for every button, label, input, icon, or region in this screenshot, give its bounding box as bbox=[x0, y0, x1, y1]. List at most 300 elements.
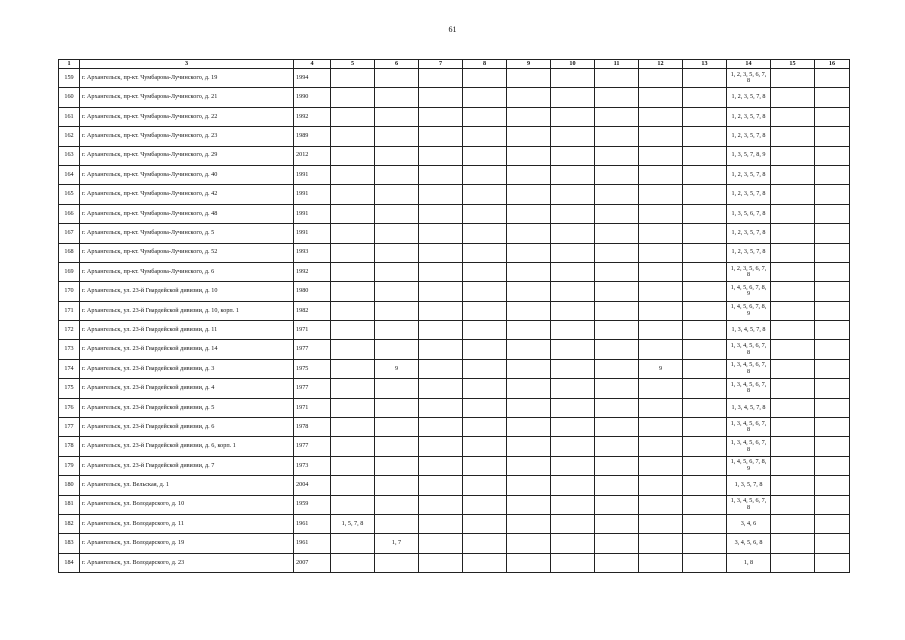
column-9-cell bbox=[507, 107, 551, 126]
column-12-cell bbox=[639, 224, 683, 243]
column-13-cell bbox=[683, 262, 727, 281]
table-row bbox=[59, 165, 850, 184]
column-6-cell bbox=[375, 262, 419, 281]
column-11-cell bbox=[595, 359, 639, 378]
column-10-cell bbox=[551, 69, 595, 88]
column-12-cell bbox=[639, 553, 683, 572]
address-cell: г. Архангельск, пр-кт. Чумбарова-Лучинского, д. 21 bbox=[80, 88, 294, 107]
column-6-cell bbox=[375, 165, 419, 184]
column-7-cell bbox=[419, 165, 463, 184]
column-11-cell bbox=[595, 514, 639, 533]
column-12-cell bbox=[639, 185, 683, 204]
column-11-cell bbox=[595, 379, 639, 398]
column-7-cell bbox=[419, 437, 463, 456]
column-13-cell bbox=[683, 204, 727, 223]
column-13-cell bbox=[683, 88, 727, 107]
row-number-cell: 169 bbox=[59, 262, 80, 281]
column-8-cell bbox=[463, 69, 507, 88]
column-8-cell bbox=[463, 379, 507, 398]
column-12-cell bbox=[639, 379, 683, 398]
column-15-cell bbox=[771, 204, 815, 223]
column-11-cell bbox=[595, 69, 639, 88]
year-cell: 1975 bbox=[294, 359, 331, 378]
row-number-cell: 163 bbox=[59, 146, 80, 165]
column-13-cell bbox=[683, 379, 727, 398]
column-13-cell bbox=[683, 321, 727, 340]
column-14-cell: 1, 2, 3, 5, 7, 8 bbox=[727, 107, 771, 126]
column-7-cell bbox=[419, 185, 463, 204]
column-8-cell bbox=[463, 262, 507, 281]
column-13-cell bbox=[683, 224, 727, 243]
year-cell: 1991 bbox=[294, 185, 331, 204]
column-header-8: 8 bbox=[463, 60, 507, 69]
column-16-cell bbox=[815, 398, 850, 417]
column-7-cell bbox=[419, 514, 463, 533]
column-12-cell bbox=[639, 495, 683, 514]
column-12-cell bbox=[639, 282, 683, 301]
column-5-cell bbox=[331, 282, 375, 301]
column-6-cell bbox=[375, 340, 419, 359]
column-7-cell bbox=[419, 379, 463, 398]
column-8-cell bbox=[463, 359, 507, 378]
column-9-cell bbox=[507, 282, 551, 301]
column-9-cell bbox=[507, 379, 551, 398]
column-9-cell bbox=[507, 495, 551, 514]
table-row bbox=[59, 534, 850, 553]
column-7-cell bbox=[419, 282, 463, 301]
column-9-cell bbox=[507, 243, 551, 262]
row-number-cell: 183 bbox=[59, 534, 80, 553]
column-10-cell bbox=[551, 534, 595, 553]
column-16-cell bbox=[815, 185, 850, 204]
column-8-cell bbox=[463, 456, 507, 475]
column-8-cell bbox=[463, 127, 507, 146]
column-8-cell bbox=[463, 321, 507, 340]
column-header-13: 13 bbox=[683, 60, 727, 69]
column-14-cell: 1, 2, 3, 5, 6, 7, 8 bbox=[727, 69, 771, 88]
page-number: 61 bbox=[448, 25, 457, 34]
column-13-cell bbox=[683, 340, 727, 359]
column-9-cell bbox=[507, 301, 551, 320]
column-8-cell bbox=[463, 476, 507, 495]
column-7-cell bbox=[419, 456, 463, 475]
column-15-cell bbox=[771, 359, 815, 378]
column-11-cell bbox=[595, 534, 639, 553]
year-cell: 1992 bbox=[294, 107, 331, 126]
table-row bbox=[59, 69, 850, 88]
column-16-cell bbox=[815, 165, 850, 184]
column-9-cell bbox=[507, 418, 551, 437]
column-10-cell bbox=[551, 185, 595, 204]
column-6-cell bbox=[375, 553, 419, 572]
column-6-cell bbox=[375, 514, 419, 533]
row-number-cell: 177 bbox=[59, 418, 80, 437]
column-10-cell bbox=[551, 321, 595, 340]
year-cell: 1959 bbox=[294, 495, 331, 514]
column-9-cell bbox=[507, 146, 551, 165]
address-cell: г. Архангельск, пр-кт. Чумбарова-Лучинского, д. 40 bbox=[80, 165, 294, 184]
column-16-cell bbox=[815, 514, 850, 533]
column-13-cell bbox=[683, 534, 727, 553]
address-cell: г. Архангельск, ул. 23-й Гвардейской дивизии, д. 10, корп. 1 bbox=[80, 301, 294, 320]
table-row bbox=[59, 456, 850, 475]
address-cell: г. Архангельск, ул. 23-й Гвардейской дивизии, д. 5 bbox=[80, 398, 294, 417]
table-row bbox=[59, 437, 850, 456]
column-15-cell bbox=[771, 553, 815, 572]
column-16-cell bbox=[815, 553, 850, 572]
column-5-cell bbox=[331, 107, 375, 126]
row-number-cell: 178 bbox=[59, 437, 80, 456]
table-row bbox=[59, 88, 850, 107]
column-header-1: 1 bbox=[59, 60, 80, 69]
column-13-cell bbox=[683, 107, 727, 126]
column-14-cell: 1, 3, 4, 5, 6, 7, 8 bbox=[727, 437, 771, 456]
column-15-cell bbox=[771, 185, 815, 204]
year-cell: 1991 bbox=[294, 224, 331, 243]
column-13-cell bbox=[683, 514, 727, 533]
column-9-cell bbox=[507, 476, 551, 495]
column-10-cell bbox=[551, 437, 595, 456]
row-number-cell: 165 bbox=[59, 185, 80, 204]
column-9-cell bbox=[507, 88, 551, 107]
column-header-3: 3 bbox=[80, 60, 294, 69]
column-12-cell bbox=[639, 514, 683, 533]
column-12-cell bbox=[639, 262, 683, 281]
column-10-cell bbox=[551, 495, 595, 514]
column-13-cell bbox=[683, 398, 727, 417]
year-cell: 1978 bbox=[294, 418, 331, 437]
table-row bbox=[59, 359, 850, 378]
column-13-cell bbox=[683, 553, 727, 572]
column-header-6: 6 bbox=[375, 60, 419, 69]
column-8-cell bbox=[463, 282, 507, 301]
column-15-cell bbox=[771, 340, 815, 359]
column-5-cell bbox=[331, 243, 375, 262]
column-15-cell bbox=[771, 146, 815, 165]
address-cell: г. Архангельск, ул. 23-й Гвардейской дивизии, д. 3 bbox=[80, 359, 294, 378]
column-16-cell bbox=[815, 301, 850, 320]
column-9-cell bbox=[507, 127, 551, 146]
column-7-cell bbox=[419, 359, 463, 378]
column-5-cell bbox=[331, 301, 375, 320]
column-7-cell bbox=[419, 224, 463, 243]
column-13-cell bbox=[683, 418, 727, 437]
year-cell: 2007 bbox=[294, 553, 331, 572]
column-16-cell bbox=[815, 321, 850, 340]
column-10-cell bbox=[551, 553, 595, 572]
column-7-cell bbox=[419, 398, 463, 417]
column-5-cell bbox=[331, 321, 375, 340]
column-14-cell: 1, 3, 4, 5, 7, 8 bbox=[727, 398, 771, 417]
table-row bbox=[59, 476, 850, 495]
row-number-cell: 166 bbox=[59, 204, 80, 223]
column-7-cell bbox=[419, 418, 463, 437]
column-8-cell bbox=[463, 165, 507, 184]
column-8-cell bbox=[463, 185, 507, 204]
column-9-cell bbox=[507, 398, 551, 417]
column-12-cell bbox=[639, 398, 683, 417]
column-11-cell bbox=[595, 243, 639, 262]
column-header-14: 14 bbox=[727, 60, 771, 69]
column-5-cell bbox=[331, 185, 375, 204]
column-header-7: 7 bbox=[419, 60, 463, 69]
column-16-cell bbox=[815, 418, 850, 437]
column-15-cell bbox=[771, 476, 815, 495]
column-6-cell bbox=[375, 185, 419, 204]
table-row bbox=[59, 553, 850, 572]
column-6-cell bbox=[375, 224, 419, 243]
row-number-cell: 162 bbox=[59, 127, 80, 146]
column-5-cell bbox=[331, 88, 375, 107]
column-6-cell bbox=[375, 379, 419, 398]
column-11-cell bbox=[595, 224, 639, 243]
column-5-cell bbox=[331, 437, 375, 456]
column-13-cell bbox=[683, 165, 727, 184]
address-cell: г. Архангельск, ул. 23-й Гвардейской дивизии, д. 6, корп. 1 bbox=[80, 437, 294, 456]
year-cell: 1994 bbox=[294, 69, 331, 88]
column-11-cell bbox=[595, 282, 639, 301]
column-11-cell bbox=[595, 418, 639, 437]
column-14-cell: 1, 4, 5, 6, 7, 8, 9 bbox=[727, 456, 771, 475]
column-14-cell: 1, 3, 5, 7, 8 bbox=[727, 476, 771, 495]
column-13-cell bbox=[683, 146, 727, 165]
column-11-cell bbox=[595, 340, 639, 359]
column-5-cell bbox=[331, 146, 375, 165]
address-cell: г. Архангельск, ул. 23-й Гвардейской дивизии, д. 14 bbox=[80, 340, 294, 359]
column-6-cell bbox=[375, 146, 419, 165]
column-15-cell bbox=[771, 534, 815, 553]
row-number-cell: 175 bbox=[59, 379, 80, 398]
row-number-cell: 173 bbox=[59, 340, 80, 359]
column-header-5: 5 bbox=[331, 60, 375, 69]
column-10-cell bbox=[551, 262, 595, 281]
year-cell: 2004 bbox=[294, 476, 331, 495]
row-number-cell: 160 bbox=[59, 88, 80, 107]
column-10-cell bbox=[551, 359, 595, 378]
column-9-cell bbox=[507, 262, 551, 281]
column-12-cell: 9 bbox=[639, 359, 683, 378]
column-7-cell bbox=[419, 321, 463, 340]
row-number-cell: 179 bbox=[59, 456, 80, 475]
column-16-cell bbox=[815, 437, 850, 456]
column-13-cell bbox=[683, 456, 727, 475]
year-cell: 1961 bbox=[294, 514, 331, 533]
column-6-cell bbox=[375, 418, 419, 437]
year-cell: 1991 bbox=[294, 204, 331, 223]
column-12-cell bbox=[639, 340, 683, 359]
address-cell: г. Архангельск, пр-кт. Чумбарова-Лучинского, д. 48 bbox=[80, 204, 294, 223]
year-cell: 1990 bbox=[294, 88, 331, 107]
column-6-cell: 9 bbox=[375, 359, 419, 378]
column-6-cell bbox=[375, 88, 419, 107]
column-11-cell bbox=[595, 146, 639, 165]
column-15-cell bbox=[771, 301, 815, 320]
column-9-cell bbox=[507, 359, 551, 378]
address-cell: г. Архангельск, пр-кт. Чумбарова-Лучинского, д. 52 bbox=[80, 243, 294, 262]
column-15-cell bbox=[771, 243, 815, 262]
address-cell: г. Архангельск, ул. 23-й Гвардейской дивизии, д. 6 bbox=[80, 418, 294, 437]
column-14-cell: 1, 3, 5, 6, 7, 8 bbox=[727, 204, 771, 223]
column-header-9: 9 bbox=[507, 60, 551, 69]
column-16-cell bbox=[815, 146, 850, 165]
column-10-cell bbox=[551, 88, 595, 107]
column-7-cell bbox=[419, 340, 463, 359]
address-cell: г. Архангельск, ул. 23-й Гвардейской дивизии, д. 11 bbox=[80, 321, 294, 340]
column-11-cell bbox=[595, 321, 639, 340]
column-10-cell bbox=[551, 243, 595, 262]
column-header-15: 15 bbox=[771, 60, 815, 69]
column-14-cell: 1, 3, 5, 7, 8, 9 bbox=[727, 146, 771, 165]
table-row bbox=[59, 185, 850, 204]
column-9-cell bbox=[507, 437, 551, 456]
column-5-cell bbox=[331, 359, 375, 378]
row-number-cell: 180 bbox=[59, 476, 80, 495]
column-6-cell bbox=[375, 127, 419, 146]
column-9-cell bbox=[507, 224, 551, 243]
column-8-cell bbox=[463, 301, 507, 320]
column-15-cell bbox=[771, 262, 815, 281]
column-13-cell bbox=[683, 495, 727, 514]
column-14-cell: 1, 8 bbox=[727, 553, 771, 572]
column-12-cell bbox=[639, 418, 683, 437]
column-13-cell bbox=[683, 185, 727, 204]
column-6-cell bbox=[375, 243, 419, 262]
column-7-cell bbox=[419, 243, 463, 262]
address-cell: г. Архангельск, ул. 23-й Гвардейской дивизии, д. 10 bbox=[80, 282, 294, 301]
column-12-cell bbox=[639, 456, 683, 475]
column-5-cell bbox=[331, 418, 375, 437]
row-number-cell: 159 bbox=[59, 69, 80, 88]
column-16-cell bbox=[815, 340, 850, 359]
column-header-10: 10 bbox=[551, 60, 595, 69]
address-cell: г. Архангельск, ул. 23-й Гвардейской дивизии, д. 4 bbox=[80, 379, 294, 398]
column-16-cell bbox=[815, 282, 850, 301]
column-15-cell bbox=[771, 127, 815, 146]
address-cell: г. Архангельск, пр-кт. Чумбарова-Лучинского, д. 19 bbox=[80, 69, 294, 88]
column-7-cell bbox=[419, 534, 463, 553]
table-row bbox=[59, 321, 850, 340]
column-11-cell bbox=[595, 185, 639, 204]
column-12-cell bbox=[639, 88, 683, 107]
column-5-cell bbox=[331, 165, 375, 184]
column-14-cell: 1, 3, 4, 5, 6, 7, 8 bbox=[727, 418, 771, 437]
address-cell: г. Архангельск, ул. Вельская, д. 1 bbox=[80, 476, 294, 495]
column-15-cell bbox=[771, 224, 815, 243]
column-10-cell bbox=[551, 224, 595, 243]
table-body bbox=[59, 69, 850, 573]
column-14-cell: 1, 2, 3, 5, 7, 8 bbox=[727, 165, 771, 184]
column-8-cell bbox=[463, 553, 507, 572]
table-row bbox=[59, 243, 850, 262]
column-5-cell bbox=[331, 495, 375, 514]
column-8-cell bbox=[463, 146, 507, 165]
column-12-cell bbox=[639, 437, 683, 456]
column-8-cell bbox=[463, 340, 507, 359]
table-row bbox=[59, 107, 850, 126]
column-7-cell bbox=[419, 495, 463, 514]
column-15-cell bbox=[771, 379, 815, 398]
column-14-cell: 3, 4, 6 bbox=[727, 514, 771, 533]
table-row bbox=[59, 146, 850, 165]
column-12-cell bbox=[639, 476, 683, 495]
column-16-cell bbox=[815, 359, 850, 378]
column-6-cell bbox=[375, 282, 419, 301]
column-5-cell bbox=[331, 69, 375, 88]
column-15-cell bbox=[771, 437, 815, 456]
column-11-cell bbox=[595, 165, 639, 184]
column-9-cell bbox=[507, 553, 551, 572]
column-12-cell bbox=[639, 301, 683, 320]
column-6-cell bbox=[375, 204, 419, 223]
column-10-cell bbox=[551, 301, 595, 320]
column-10-cell bbox=[551, 127, 595, 146]
column-15-cell bbox=[771, 69, 815, 88]
column-11-cell bbox=[595, 495, 639, 514]
column-14-cell: 1, 3, 4, 5, 6, 7, 8 bbox=[727, 495, 771, 514]
column-16-cell bbox=[815, 456, 850, 475]
column-11-cell bbox=[595, 476, 639, 495]
table-row bbox=[59, 418, 850, 437]
column-11-cell bbox=[595, 456, 639, 475]
column-12-cell bbox=[639, 243, 683, 262]
column-10-cell bbox=[551, 107, 595, 126]
column-8-cell bbox=[463, 534, 507, 553]
column-14-cell: 1, 4, 5, 6, 7, 8, 9 bbox=[727, 282, 771, 301]
year-cell: 1977 bbox=[294, 379, 331, 398]
column-13-cell bbox=[683, 301, 727, 320]
column-12-cell bbox=[639, 107, 683, 126]
year-cell: 1989 bbox=[294, 127, 331, 146]
column-8-cell bbox=[463, 514, 507, 533]
column-14-cell: 1, 2, 3, 5, 6, 7, 8 bbox=[727, 262, 771, 281]
column-11-cell bbox=[595, 437, 639, 456]
column-8-cell bbox=[463, 107, 507, 126]
column-9-cell bbox=[507, 185, 551, 204]
row-number-cell: 184 bbox=[59, 553, 80, 572]
column-6-cell bbox=[375, 437, 419, 456]
column-16-cell bbox=[815, 107, 850, 126]
table-row bbox=[59, 379, 850, 398]
year-cell: 2012 bbox=[294, 146, 331, 165]
column-7-cell bbox=[419, 301, 463, 320]
year-cell: 1993 bbox=[294, 243, 331, 262]
row-number-cell: 174 bbox=[59, 359, 80, 378]
row-number-cell: 161 bbox=[59, 107, 80, 126]
column-16-cell bbox=[815, 476, 850, 495]
column-8-cell bbox=[463, 437, 507, 456]
column-header-4: 4 bbox=[294, 60, 331, 69]
column-10-cell bbox=[551, 456, 595, 475]
column-13-cell bbox=[683, 282, 727, 301]
table-row bbox=[59, 301, 850, 320]
column-14-cell: 1, 2, 3, 5, 7, 8 bbox=[727, 127, 771, 146]
column-5-cell bbox=[331, 127, 375, 146]
row-number-cell: 181 bbox=[59, 495, 80, 514]
column-16-cell bbox=[815, 534, 850, 553]
column-9-cell bbox=[507, 514, 551, 533]
column-11-cell bbox=[595, 553, 639, 572]
table-row bbox=[59, 127, 850, 146]
column-10-cell bbox=[551, 204, 595, 223]
year-cell: 1977 bbox=[294, 437, 331, 456]
column-14-cell: 1, 3, 4, 5, 6, 7, 8 bbox=[727, 340, 771, 359]
column-15-cell bbox=[771, 321, 815, 340]
column-5-cell bbox=[331, 456, 375, 475]
column-7-cell bbox=[419, 88, 463, 107]
column-5-cell bbox=[331, 398, 375, 417]
column-15-cell bbox=[771, 456, 815, 475]
column-7-cell bbox=[419, 476, 463, 495]
